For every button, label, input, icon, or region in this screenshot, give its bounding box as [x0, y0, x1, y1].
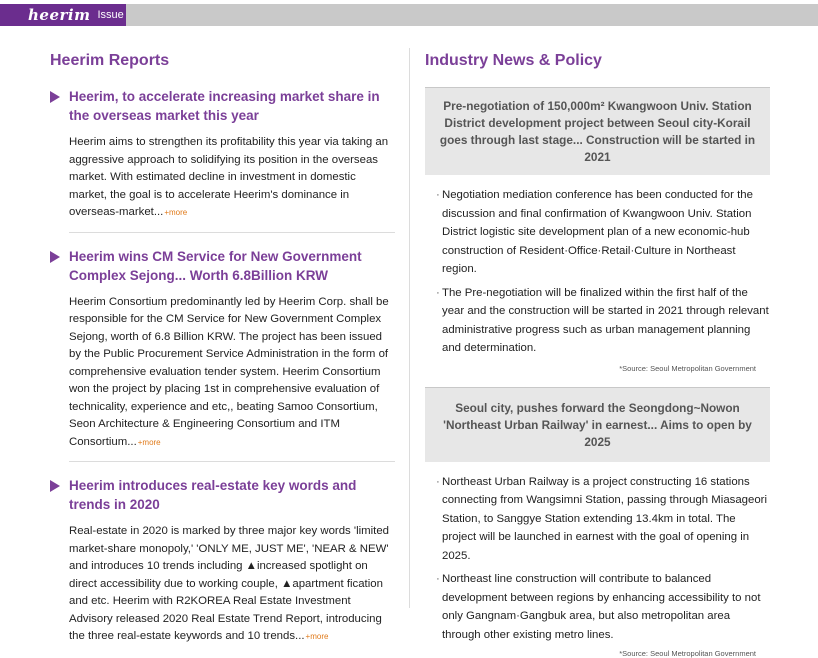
triangle-bullet-icon	[50, 480, 60, 492]
news-headline[interactable]: Pre-negotiation of 150,000m² Kwangwoon Univ. Station District development project between Seoul city-Korail goes through last stage... Construction will be started in 2021	[425, 87, 770, 175]
report-article	[50, 247, 395, 452]
article-divider	[69, 232, 395, 233]
report-headline[interactable]: Heerim wins CM Service for New Government Complex Sejong... Worth 6.8Billion KRW	[69, 248, 362, 283]
bullet-dot: ·	[436, 189, 440, 201]
more-link[interactable]: +more	[137, 437, 161, 447]
report-body: Heerim aims to strengthen its profitability this year via taking an aggressive approach to solidifying its position in the overseas market. With estimated decline in investment in domestic market, the goal is to accelerate Heerim's dominance in overseas-market...+more	[69, 136, 389, 218]
heerim-reports-column	[50, 52, 395, 646]
source-note: *Source: Seoul Metropolitan Government	[619, 649, 756, 658]
report-body: Real-estate in 2020 is marked by three major key words 'limited market-share monopoly,' 'ONLY ME, JUST ME', 'NEAR & NEW' and introduces 10 trends including ▲increased spotlight on direct accessibility due to working couple, ▲apartment fication and etc. Heerim with R2KOREA Real Estate Investment Advisory released 2020 Real Estate Trend Report, introducing the three real-estate keywords and 10 trends...+more	[69, 525, 389, 642]
report-headline[interactable]: Heerim introduces real-estate key words and trends in 2020	[69, 478, 357, 512]
triangle-bullet-icon	[50, 91, 60, 103]
report-article	[50, 476, 395, 646]
news-headline[interactable]: Seoul city, pushes forward the Seongdong~Nowon 'Northeast Urban Railway' in earnest... Aims to open by 2025	[425, 387, 770, 462]
brand-badge	[0, 4, 126, 26]
article-divider	[69, 461, 395, 462]
more-link[interactable]: +more	[305, 632, 329, 641]
top-bar	[0, 4, 818, 26]
industry-news-title: Industry News & Policy	[425, 52, 602, 69]
section-label: Issue	[97, 9, 124, 21]
more-link[interactable]: +more	[164, 208, 188, 217]
report-body: Heerim Consortium predominantly led by Heerim Corp. shall be responsible for the CM Service for New Government Complex Sejong, worth of 6.8 Billion KRW. The project has been issued by the Public Procurement Service Administration in the form of comprehensive evaluation tender system. Heerim Consortium won the project by placing 1st in comprehensive evaluation of technicality, experience and etc,, beating Samoo Consortium, Seon Architecture & Engineering Consortium and ITM Consortium...+more	[69, 295, 389, 448]
news-paragraph: · Negotiation mediation conference has been conducted for the discussion and final confirmation of Kwangwoon Univ. Station District logistic site development plan of a new economic-hub construction of Resident·Office·Retail·Culture in Northeast region.	[425, 186, 770, 279]
report-headline[interactable]: Heerim, to accelerate increasing market share in the overseas market this year	[69, 89, 380, 123]
column-divider	[409, 48, 410, 608]
bullet-dot: ·	[436, 286, 440, 299]
triangle-bullet-icon	[50, 251, 60, 263]
bullet-dot: ·	[436, 475, 440, 488]
heerim-reports-title: Heerim Reports	[50, 52, 170, 69]
industry-news-column	[425, 52, 770, 658]
news-paragraph: · Northeast line construction will contribute to balanced development between regions by enhancing accessibility to not only Gangnam·Gangbuk area, but also metropolitan area through other existing metro lines.	[425, 570, 770, 644]
source-note: *Source: Seoul Metropolitan Government	[619, 363, 756, 373]
news-paragraph: · The Pre-negotiation will be finalized within the first half of the year and the construction will be started in 2021 through relevant administrative progress such as urban management planning and determination.	[425, 284, 770, 358]
heerim-logo: heerim	[28, 6, 91, 24]
report-article	[50, 87, 395, 222]
news-paragraph: · Northeast Urban Railway is a project constructing 16 stations connecting from Wangsimni Station, passing through Miasageori Station, to Sanggye Station extending 13.4km in total. The project will be launched in earnest with the goal of opening in 2025.	[425, 473, 770, 566]
bullet-dot: ·	[436, 573, 440, 585]
